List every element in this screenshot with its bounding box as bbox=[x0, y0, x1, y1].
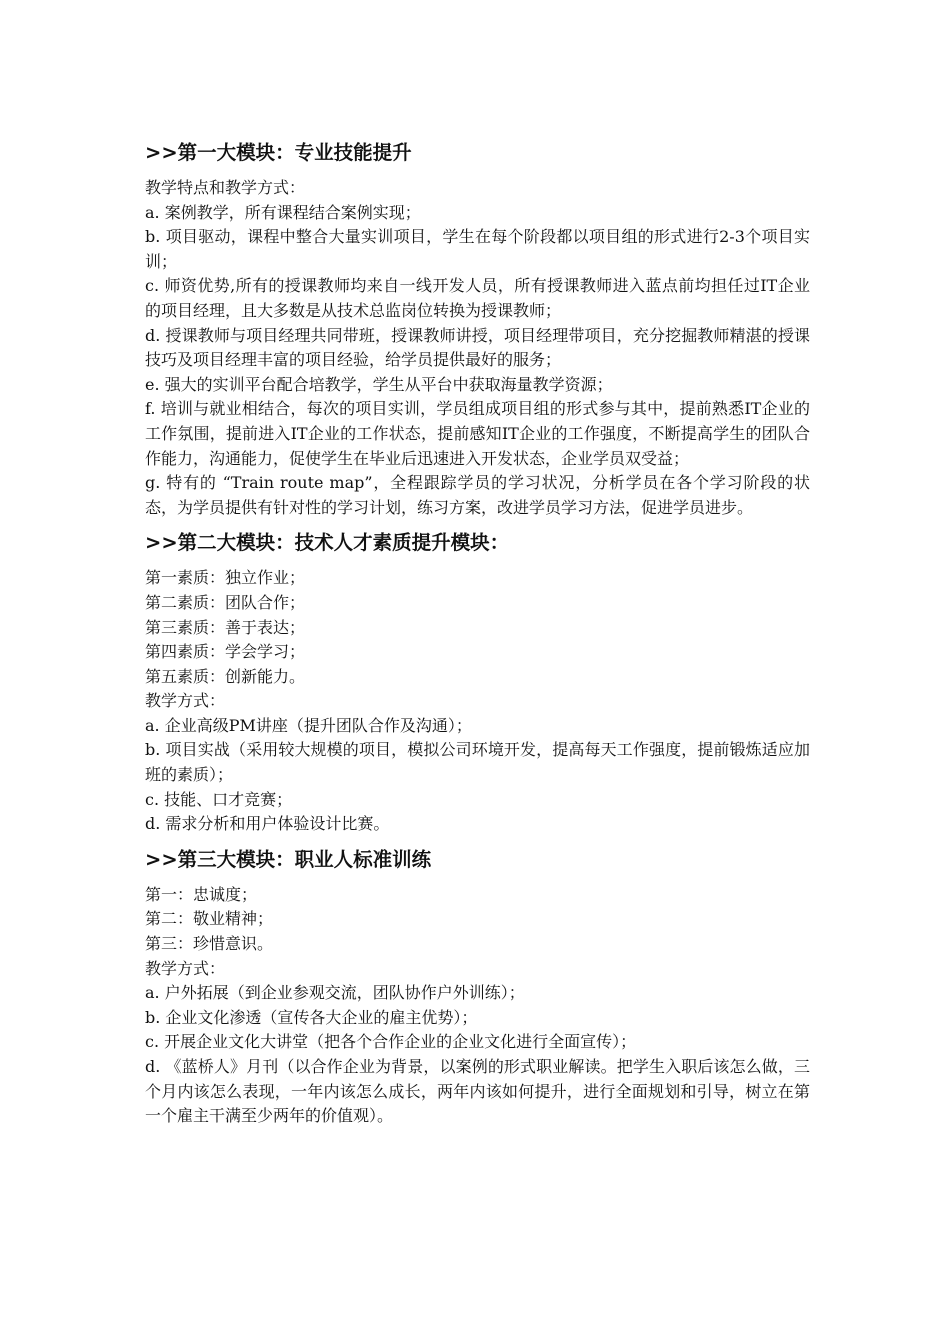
paragraph: 第四素质：学会学习； bbox=[145, 642, 306, 662]
paragraph: d. 需求分析和用户体验设计比赛。 bbox=[145, 814, 390, 834]
paragraph: 第一素质：独立作业； bbox=[145, 568, 306, 588]
paragraph: g. 特有的 “Train route map”，全程跟踪学员的学习状况，分析学员在各个学习阶段的状态，为学员提供有针对性的学习计划，练习方案，改进学员学习方法，促进学员进步。 bbox=[145, 473, 810, 517]
paragraph: 第三：珍惜意识。 bbox=[145, 934, 274, 954]
paragraph: a. 企业高级PM讲座（提升团队合作及沟通）； bbox=[145, 715, 472, 735]
paragraph: 第五素质：创新能力。 bbox=[145, 666, 306, 686]
paragraph: b. 企业文化渗透（宣传各大企业的雇主优势）； bbox=[145, 1007, 478, 1027]
section-heading: >>第三大模块：职业人标准训练 bbox=[145, 847, 432, 871]
paragraph: e. 强大的实训平台配合培教学，学生从平台中获取海量教学资源； bbox=[145, 374, 613, 394]
section-module-1 bbox=[145, 138, 810, 520]
paragraph: 教学特点和教学方式： bbox=[145, 178, 306, 197]
paragraph: 第二：敬业精神； bbox=[145, 909, 274, 929]
paragraph: 第二素质：团队合作； bbox=[145, 592, 306, 612]
paragraph: 教学方式： bbox=[145, 958, 226, 978]
paragraph: c. 技能、口才竞赛； bbox=[145, 789, 293, 809]
paragraph: b. 项目驱动，课程中整合大量实训项目，学生在每个阶段都以项目组的形式进行2-3个项目实训； bbox=[145, 227, 810, 271]
paragraph: 第一：忠诚度； bbox=[145, 884, 258, 904]
section-module-2 bbox=[145, 528, 810, 837]
paragraph: c. 开展企业文化大讲堂（把各个合作企业的企业文化进行全面宣传）； bbox=[145, 1032, 637, 1052]
paragraph: a. 案例教学，所有课程结合案例实现； bbox=[145, 202, 421, 222]
paragraph: d. 授课教师与项目经理共同带班，授课教师讲授，项目经理带项目，充分挖掘教师精湛的授课技巧及项目经理丰富的项目经验，给学员提供最好的服务； bbox=[145, 325, 810, 370]
paragraph: 第三素质：善于表达； bbox=[145, 617, 306, 637]
paragraph: f. 培训与就业相结合，每次的项目实训，学员组成项目组的形式参与其中，提前熟悉IT企业的工作氛围，提前进入IT企业的工作状态，提前感知IT企业的工作强度，不断提高学生的团队合作能力，沟通能力，促使学生在毕业后迅速进入开发状态，企业学员双受益； bbox=[145, 399, 810, 468]
section-heading: >>第二大模块：技术人才素质提升模块： bbox=[145, 531, 510, 555]
section-heading: >>第一大模块：专业技能提升 bbox=[145, 141, 412, 164]
document-body bbox=[145, 130, 810, 1133]
paragraph: c. 师资优势,所有的授课教师均来自一线开发人员，所有授课教师进入蓝点前均担任过IT企业的项目经理，且大多数是从技术总监岗位转换为授课教师； bbox=[145, 276, 810, 320]
paragraph: d. 《蓝桥人》月刊（以合作企业为背景，以案例的形式职业解读。把学生入职后该怎么做，三个月内该怎么表现，一年内该怎么成长，两年内该如何提升，进行全面规划和引导，树立在第一个雇主干满至少两年的价值观）。 bbox=[145, 1057, 810, 1126]
section-module-3 bbox=[145, 845, 810, 1129]
paragraph: a. 户外拓展（到企业参观交流，团队协作户外训练）； bbox=[145, 983, 525, 1003]
paragraph: b. 项目实战（采用较大规模的项目，模拟公司环境开发，提高每天工作强度，提前锻炼适应加班的素质）； bbox=[145, 740, 810, 785]
paragraph: 教学方式： bbox=[145, 691, 226, 711]
